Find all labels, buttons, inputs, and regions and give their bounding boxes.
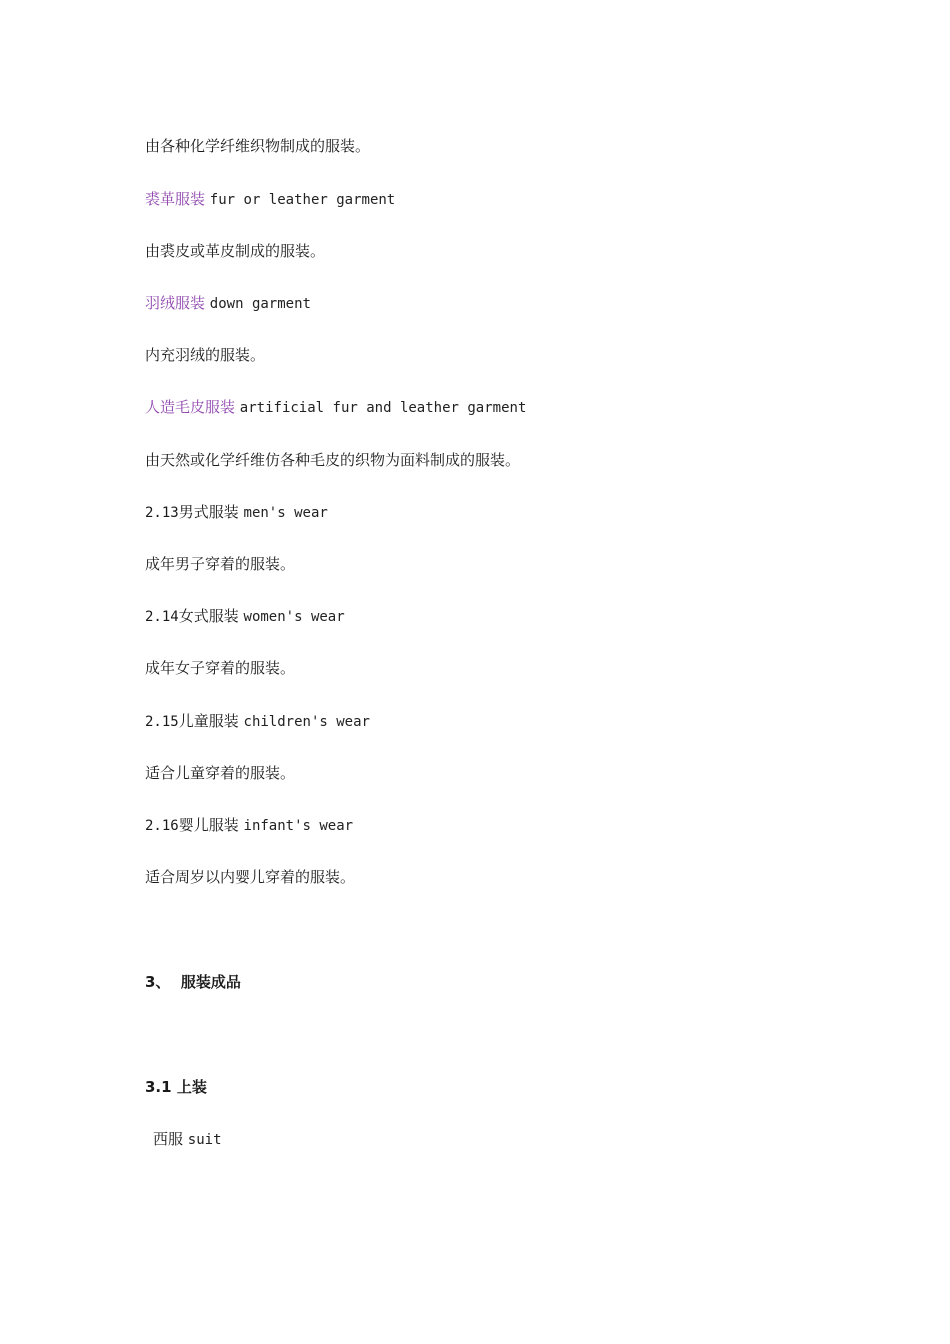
term-english: artificial fur and leather garment xyxy=(239,400,527,416)
term-english: suit xyxy=(187,1132,222,1148)
section-heading xyxy=(145,972,241,992)
term-chinese: 男式服装 xyxy=(178,503,239,521)
numbered-term-entry xyxy=(145,606,345,627)
subsection-title: 上装 xyxy=(176,1078,207,1096)
definition-line: 成年女子穿着的服装。 xyxy=(145,659,296,677)
definition-text xyxy=(145,658,295,678)
term-entry xyxy=(153,1129,222,1150)
numbered-term-entry xyxy=(145,815,353,836)
definition-line: 由裘皮或革皮制成的服装。 xyxy=(145,242,326,260)
definition-text xyxy=(145,241,325,261)
definition-text xyxy=(145,136,370,156)
subsection-heading xyxy=(145,1077,207,1097)
term-chinese: 儿童服装 xyxy=(178,712,239,730)
numbered-term-entry xyxy=(145,502,328,523)
definition-line: 由天然或化学纤维仿各种毛皮的织物为面料制成的服装。 xyxy=(145,451,521,469)
definition-line: 成年男子穿着的服装。 xyxy=(145,555,296,573)
term-english: fur or leather garment xyxy=(209,192,396,208)
definition-text xyxy=(145,763,295,783)
numbered-term-entry xyxy=(145,711,370,732)
section-title: 服装成品 xyxy=(180,973,241,991)
term-chinese: 女式服装 xyxy=(178,607,239,625)
term-chinese: 婴儿服装 xyxy=(178,816,239,834)
definition-line: 由各种化学纤维织物制成的服装。 xyxy=(145,137,371,155)
term-english: women's wear xyxy=(243,609,345,625)
definition-text xyxy=(145,867,355,887)
term-english: down garment xyxy=(209,296,311,312)
term-entry xyxy=(145,397,526,418)
term-chinese: 西服 xyxy=(153,1130,184,1148)
term-number: 2.14 xyxy=(145,609,179,625)
section-number: 3、 xyxy=(145,973,171,991)
term-number: 2.16 xyxy=(145,818,179,834)
term-english: children's wear xyxy=(243,714,370,730)
definition-text xyxy=(145,345,265,365)
definition-text xyxy=(145,554,295,574)
definition-text xyxy=(145,450,520,470)
definition-line: 适合周岁以内婴儿穿着的服装。 xyxy=(145,868,356,886)
term-chinese[interactable]: 人造毛皮服装 xyxy=(145,398,236,416)
term-english: men's wear xyxy=(243,505,328,521)
subsection-number: 3.1 xyxy=(145,1078,172,1096)
term-english: infant's wear xyxy=(243,818,354,834)
term-number: 2.15 xyxy=(145,714,179,730)
definition-line: 适合儿童穿着的服装。 xyxy=(145,764,296,782)
term-entry xyxy=(145,189,395,210)
definition-line: 内充羽绒的服装。 xyxy=(145,346,266,364)
term-chinese[interactable]: 裘革服装 xyxy=(145,190,206,208)
term-number: 2.13 xyxy=(145,505,179,521)
term-chinese[interactable]: 羽绒服装 xyxy=(145,294,206,312)
term-entry xyxy=(145,293,311,314)
